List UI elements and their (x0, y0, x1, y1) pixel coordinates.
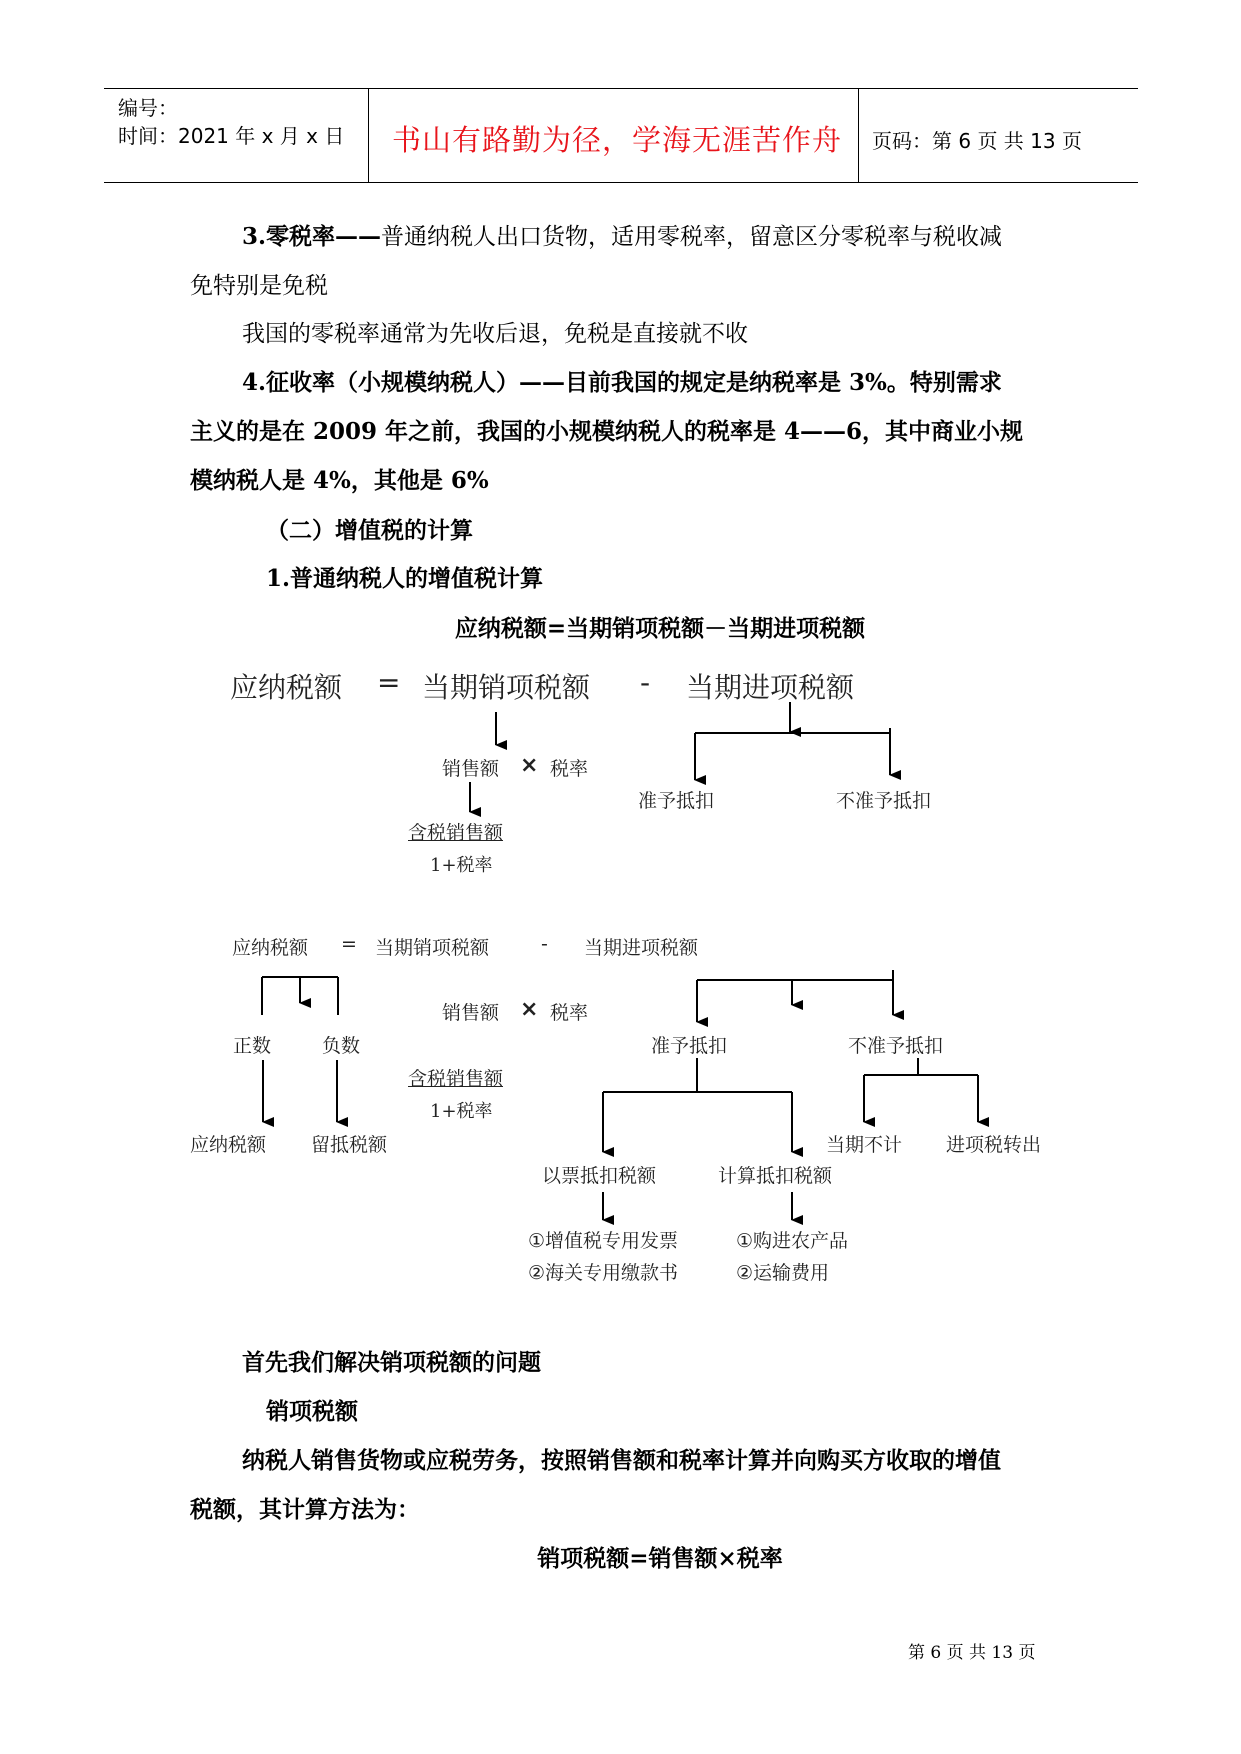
d1-non-deductible: 不准予抵扣 (836, 790, 932, 812)
d1-tax-incl-sales: 含税销售额 (408, 822, 504, 844)
d2-result-payable: 应纳税额 (190, 1134, 267, 1156)
d1-minus: - (640, 666, 651, 699)
d2-vat-invoice: ①增值税专用发票 (528, 1230, 679, 1252)
d2-output-tax: 当期销项税额 (375, 937, 490, 959)
levy-rate-line3: 模纳税人是 4%，其他是 6% (190, 467, 489, 494)
zero-rate-text: 普通纳税人出口货物，适用零税率，留意区分零税率与税收减 (381, 224, 1003, 250)
d2-one-plus-rate: 1+税率 (430, 1101, 493, 1122)
d2-deductible: 准予抵扣 (651, 1035, 728, 1057)
d2-customs-doc: ②海关专用缴款书 (528, 1262, 679, 1284)
zero-rate-text-line2: 免特别是免税 (190, 273, 328, 299)
d2-rate: 税率 (550, 1002, 589, 1024)
output-tax-intro: 首先我们解决销项税额的问题 (242, 1349, 541, 1376)
header-motto: 书山有路勤为径，学海无涯苦作舟 (392, 123, 843, 157)
d2-transfer-out: 进项税转出 (946, 1134, 1042, 1156)
d1-output-tax: 当期销项税额 (422, 671, 591, 704)
d1-payable: 应纳税额 (230, 671, 343, 704)
d2-payable: 应纳税额 (232, 937, 309, 959)
d2-times: × (520, 997, 539, 1022)
levy-rate-line2: 主义的是在 2009 年之前，我国的小规模纳税人的税率是 4——6，其中商业小规 (190, 418, 1024, 445)
d2-minus: - (541, 933, 548, 955)
vat-calculation-heading: （二）增值税的计算 (266, 517, 473, 544)
d2-input-tax: 当期进项税额 (584, 937, 699, 959)
payable-formula: 应纳税额=当期销项税额－当期进项税额 (454, 615, 866, 642)
d2-tax-incl-sales: 含税销售额 (408, 1068, 504, 1090)
d2-not-counted: 当期不计 (826, 1134, 903, 1156)
d1-equals: = (377, 666, 401, 699)
d2-positive: 正数 (233, 1035, 272, 1057)
output-tax-formula: 销项税额=销售额×税率 (537, 1545, 783, 1572)
d1-input-tax: 当期进项税额 (686, 671, 855, 704)
d2-negative: 负数 (322, 1035, 361, 1057)
output-tax-heading: 销项税额 (266, 1398, 358, 1425)
d2-equals: = (341, 933, 357, 955)
d2-invoice-deduction: 以票抵扣税额 (542, 1165, 657, 1187)
d1-deductible: 准予抵扣 (638, 790, 715, 812)
document-number-label: 编号： (118, 96, 178, 120)
d1-sales: 销售额 (442, 758, 500, 780)
d1-one-plus-rate: 1+税率 (430, 855, 493, 876)
output-tax-definition-line1: 纳税人销售货物或应税劳务，按照销售额和税率计算并向购买方收取的增值 (242, 1447, 1001, 1474)
zero-rate-title: 3.零税率—— (242, 223, 382, 250)
footer-page-number: 第 6 页 共 13 页 (908, 1643, 1036, 1663)
general-taxpayer-heading: 1.普通纳税人的增值税计算 (266, 565, 544, 592)
levy-rate-line1: 4.征收率（小规模纳税人）——目前我国的规定是纳税率是 3%。特别需求 (242, 369, 1002, 396)
d2-transport: ②运输费用 (736, 1262, 830, 1284)
zero-rate-note: 我国的零税率通常为先收后退，免税是直接就不收 (242, 321, 748, 347)
d2-retained-credit: 留抵税额 (311, 1134, 388, 1156)
d1-times: × (520, 753, 539, 778)
d2-farm-products: ①购进农产品 (736, 1230, 849, 1252)
output-tax-definition (190, 1436, 1070, 1534)
d2-non-deductible: 不准予抵扣 (848, 1035, 944, 1057)
document-time-label: 时间：2021 年 x 月 x 日 (118, 124, 345, 148)
output-tax-definition-line2: 税额，其计算方法为： (190, 1496, 420, 1523)
d2-sales: 销售额 (442, 1002, 500, 1024)
d1-rate: 税率 (550, 758, 589, 780)
header-page-code: 页码：第 6 页 共 13 页 (872, 129, 1082, 153)
d2-calc-deduction: 计算抵扣税额 (718, 1165, 833, 1187)
